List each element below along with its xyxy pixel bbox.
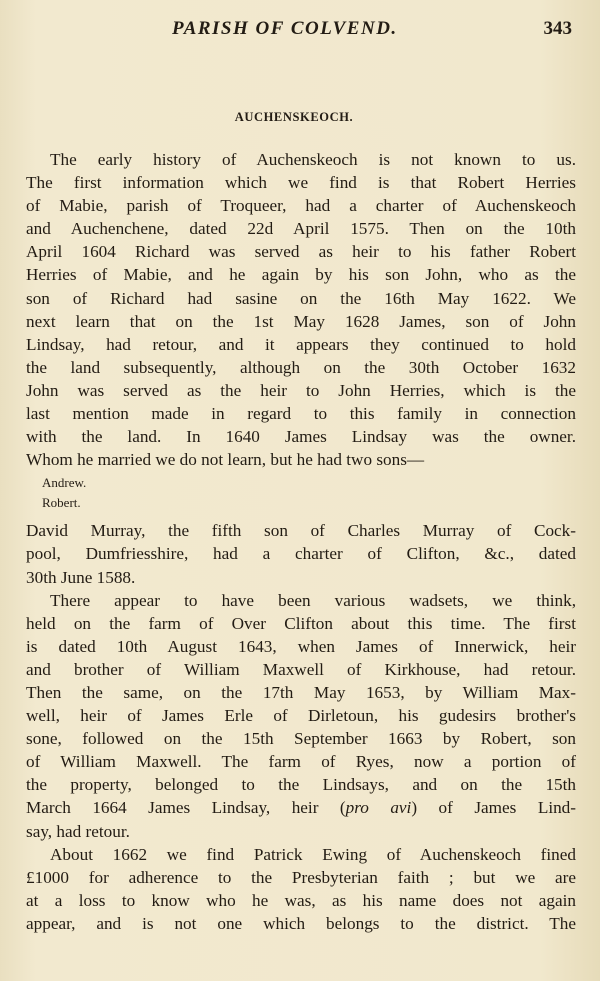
text-line: with the land. In 1640 James Lindsay was the owner. bbox=[26, 427, 576, 447]
running-head bbox=[0, 18, 600, 44]
text-line: is dated 10th August 1643, when James of Innerwick, heir bbox=[26, 636, 576, 656]
text-line: John was served as the heir to John Herries, which is the bbox=[26, 380, 576, 400]
text-line: 30th June 1588. bbox=[26, 567, 136, 587]
text-line: held on the farm of Over Clifton about this time. The first bbox=[26, 613, 576, 633]
paragraph-2 bbox=[26, 519, 576, 588]
text-line: pool, Dumfriesshire, had a charter of Clifton, &c., dated bbox=[26, 544, 576, 564]
text-line: The early history of Auchenskeoch is not known to us. bbox=[50, 150, 576, 169]
paragraph-4 bbox=[26, 843, 576, 935]
text-segment: March 1664 James Lindsay, heir ( bbox=[26, 798, 346, 818]
body-text bbox=[26, 148, 576, 935]
text-line: Lindsay, had retour, and it appears they continued to hold bbox=[26, 334, 576, 354]
text-line: next learn that on the 1st May 1628 James, son of John bbox=[26, 311, 576, 331]
paragraph-3 bbox=[26, 589, 576, 843]
text-line: say, had retour. bbox=[26, 821, 130, 841]
text-line: Then the same, on the 17th May 1653, by William Max- bbox=[26, 682, 576, 702]
text-line: There appear to have been various wadsets, we think, bbox=[50, 590, 576, 610]
sons-list bbox=[26, 473, 576, 513]
text-line: £1000 for adherence to the Presbyterian faith ; but we are bbox=[26, 867, 576, 887]
section-heading: AUCHENSKEOCH. bbox=[234, 110, 354, 124]
text-line: and Auchenchene, dated 22d April 1575. Then on the 10th bbox=[26, 219, 576, 239]
text-segment: ) of James Lind- bbox=[411, 798, 577, 818]
text-line: at a loss to know who he was, as his name does not again bbox=[26, 890, 576, 910]
text-line: sone, followed on the 15th September 1663 by Robert, son bbox=[26, 729, 576, 749]
running-title: PARISH OF COLVEND. bbox=[172, 18, 398, 39]
text-line: and brother of William Maxwell of Kirkhouse, had retour. bbox=[26, 659, 576, 679]
text-line: of William Maxwell. The farm of Ryes, now a portion of bbox=[26, 752, 576, 772]
page-number: 343 bbox=[543, 18, 572, 39]
text-line: appear, and is not one which belongs to the district. The bbox=[26, 913, 576, 933]
text-line: April 1604 Richard was served as heir to his father Robert bbox=[26, 242, 576, 262]
text-line: of Mabie, parish of Troqueer, had a charter of Auchenskeoch bbox=[26, 196, 576, 216]
text-line: About 1662 we find Patrick Ewing of Auchenskeoch fined bbox=[50, 844, 576, 864]
son-name: Andrew. bbox=[42, 475, 87, 491]
text-line: son of Richard had sasine on the 16th May 1622. We bbox=[26, 288, 576, 308]
text-line: Herries of Mabie, and he again by his son John, who as the bbox=[26, 265, 576, 285]
text-line: David Murray, the fifth son of Charles Murray of Cock- bbox=[26, 521, 576, 541]
text-line: the land subsequently, although on the 30th October 1632 bbox=[26, 357, 576, 377]
text-line-with-italic bbox=[26, 796, 576, 819]
latin-phrase: pro avi bbox=[345, 798, 412, 818]
text-line: the property, belonged to the Lindsays, and on the 15th bbox=[26, 775, 576, 795]
text-line: well, heir of James Erle of Dirletoun, his gudesirs brother's bbox=[26, 706, 576, 726]
paragraph-1 bbox=[26, 148, 576, 471]
son-name: Robert. bbox=[42, 495, 81, 511]
text-line: last mention made in regard to this family in connection bbox=[26, 404, 576, 424]
text-line: The first information which we find is that Robert Herries bbox=[26, 173, 576, 193]
text-line: Whom he married we do not learn, but he had two sons— bbox=[26, 450, 425, 470]
